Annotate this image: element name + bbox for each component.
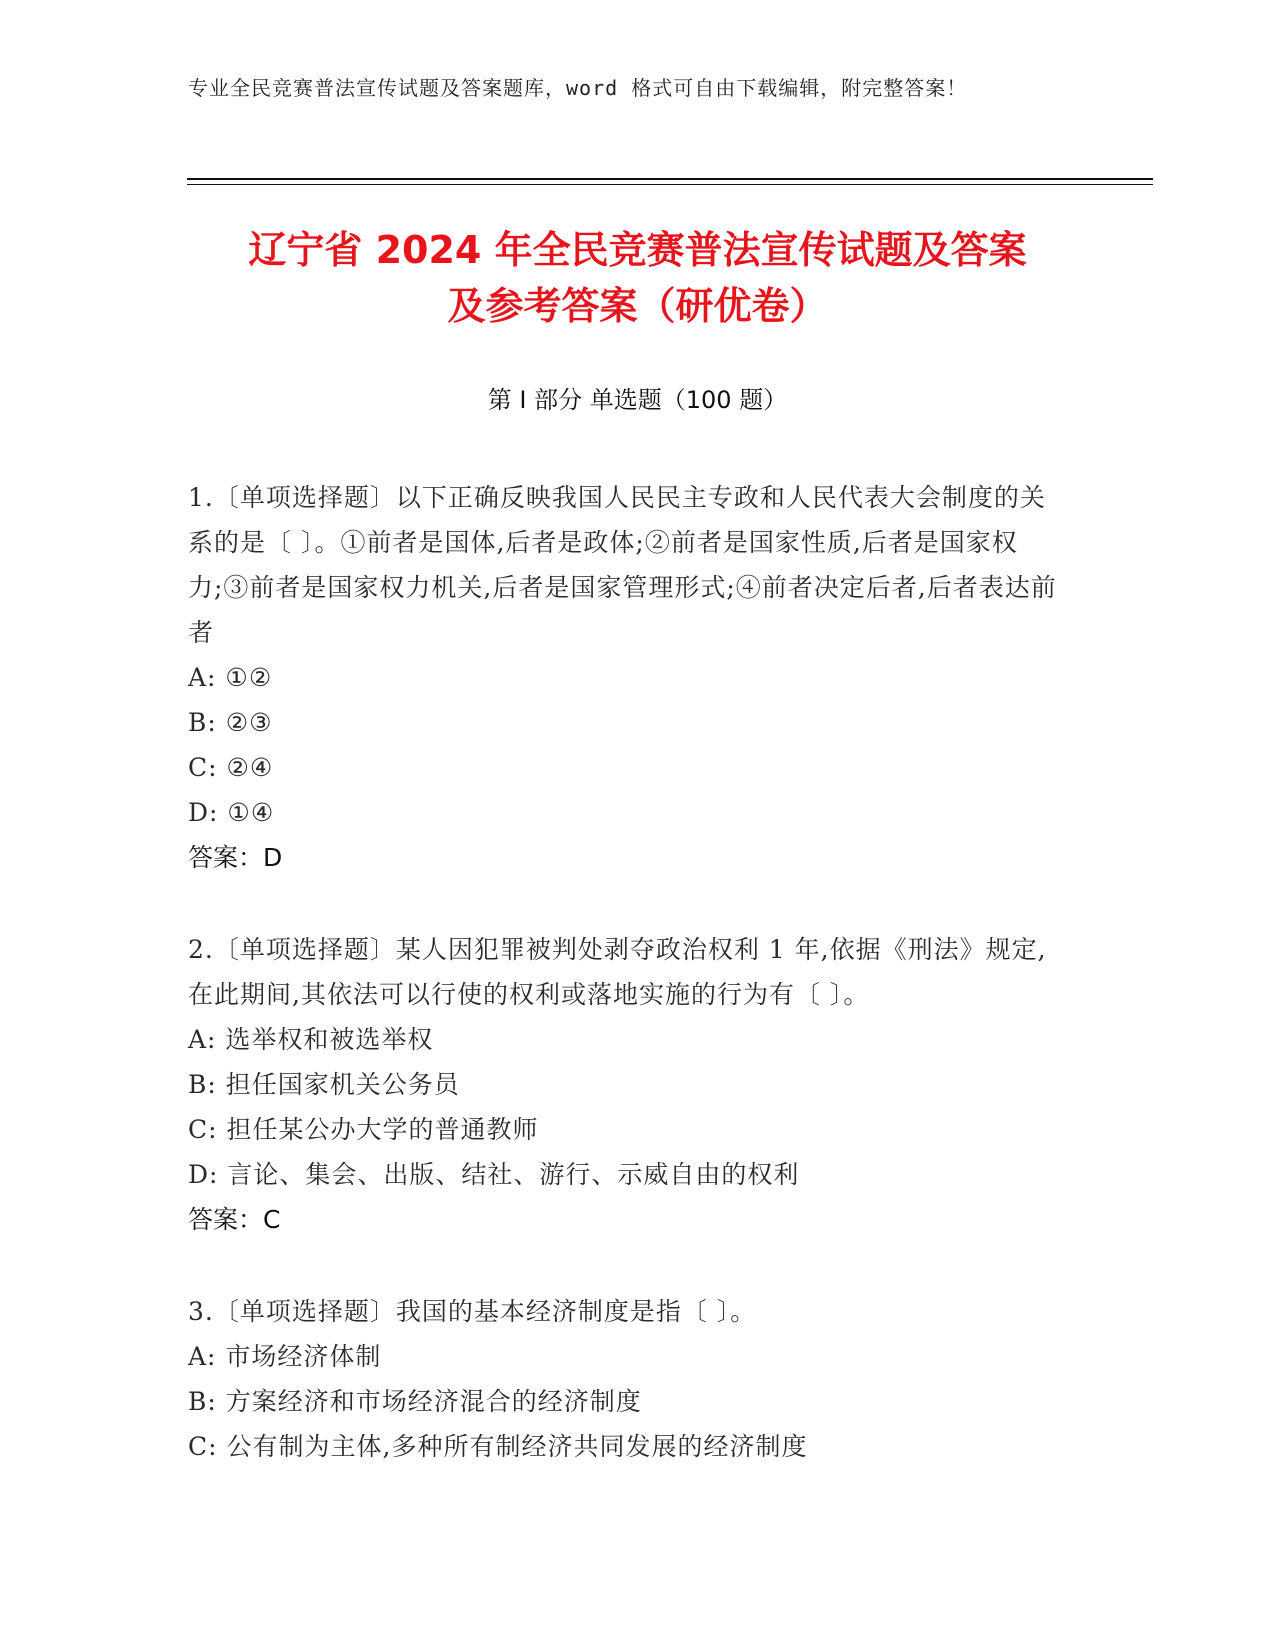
questions-list: [188, 475, 1068, 1515]
option-c: C: ②④: [188, 753, 274, 782]
option-b: B: 担任国家机关公务员: [188, 1070, 460, 1099]
section-title: 第 I 部分 单选题（100 题）: [487, 386, 788, 414]
document-title: [150, 222, 1125, 334]
question-stem: 1.〔单项选择题〕以下正确反映我国人民民主专政和人民代表大会制度的关系的是〔 〕。①前者是国体,后者是政体;②前者是国家性质,后者是国家权力;③前者是国家权力机关,后者是国家管理形式;④前者决定后者,后者表达前者: [188, 483, 1057, 647]
question-2: [188, 927, 1068, 1243]
question-3: [188, 1289, 1068, 1469]
header-divider: [187, 178, 1153, 180]
option-b: B: ②③: [188, 708, 273, 737]
header-note: 专业全民竞赛普法宣传试题及答案题库，word 格式可自由下载编辑，附完整答案！: [188, 76, 968, 100]
option-b: B: 方案经济和市场经济混合的经济制度: [188, 1387, 642, 1416]
answer-line: 答案：D: [188, 843, 283, 872]
question-1: [188, 475, 1068, 881]
option-d: D: 言论、集会、出版、结社、游行、示威自由的权利: [188, 1160, 800, 1189]
header-divider-thin: [187, 184, 1153, 185]
option-c: C: 公有制为主体,多种所有制经济共同发展的经济制度: [188, 1432, 808, 1461]
option-a: A: 选举权和被选举权: [188, 1025, 434, 1054]
question-stem: 3.〔单项选择题〕我国的基本经济制度是指〔 〕。: [188, 1297, 757, 1326]
document-title-line-2: 及参考答案（研优卷）: [447, 284, 828, 328]
option-a: A: 市场经济体制: [188, 1342, 382, 1371]
option-c: C: 担任某公办大学的普通教师: [188, 1115, 539, 1144]
question-stem: 2.〔单项选择题〕某人因犯罪被判处剥夺政治权利 1 年,依据《刑法》规定,在此期间,其依法可以行使的权利或落地实施的行为有〔 〕。: [188, 935, 1047, 1009]
answer-line: 答案：C: [188, 1205, 281, 1234]
option-a: A: ①②: [188, 663, 273, 692]
option-d: D: ①④: [188, 798, 275, 827]
document-title-line-1: 辽宁省 2024 年全民竞赛普法宣传试题及答案: [248, 228, 1027, 272]
